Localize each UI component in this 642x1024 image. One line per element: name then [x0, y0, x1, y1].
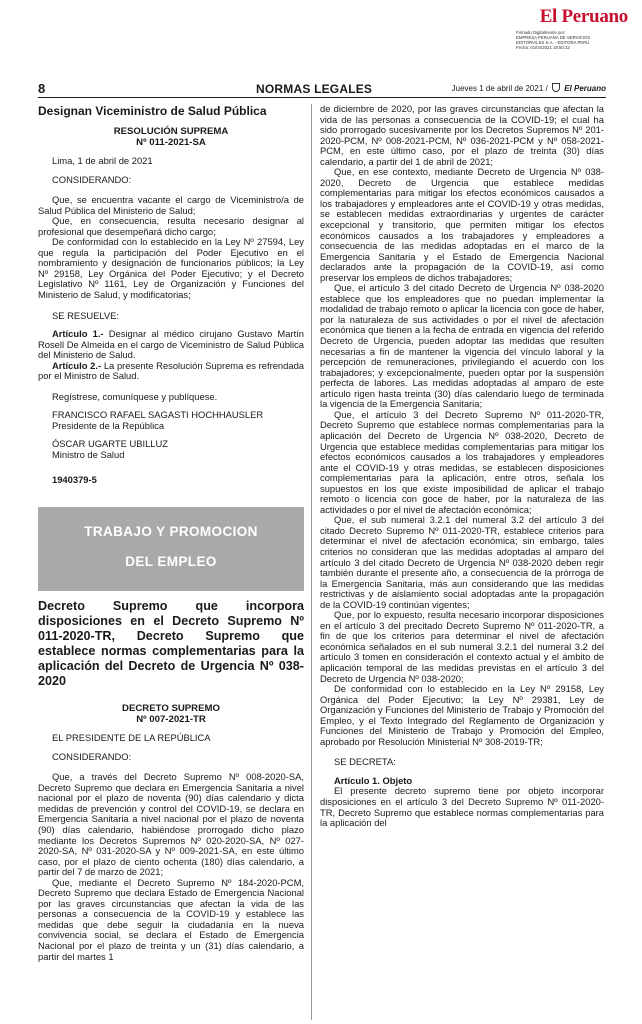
brand-block [516, 6, 628, 50]
sign-line: EDITORIALES S.A. - EDITORA PERU [516, 40, 590, 45]
resolution-title: RESOLUCIÓN SUPREMA [113, 126, 229, 137]
signatory-name: ÓSCAR UGARTE UBILLUZ [52, 438, 168, 450]
paragraph: Que, en consecuencia, resulta necesario designar al profesional que desempeñará dicho cargo; [38, 215, 304, 237]
paragraph: Que, el artículo 3 del citado Decreto de Urgencia Nº 038-2020 establece que los empleadores que no puedan implementar la modalidad de trabajo remoto o aplicar la licencia con goce de haber, por la naturaleza de sus actividades o por el nivel de afectación económica que tienen a la fecha de entrada en vigencia del referido Decreto de Urgencia, pueden adoptar las medidas que resulten necesarias a fin de mantener la vigencia del vínculo laboral y la percepción de remuneraciones, privilegiando el acuerdo con los trabajadores; y excepcionalmente, pueden optar por la suspensión perfecta de labores. Las medidas adoptadas al amparo de este artículo rigen hasta treinta (30) días calendario luego de terminada la vigencia de la Emergencia Sanitaria; [320, 282, 604, 410]
sector-band [38, 507, 304, 591]
page-header [38, 80, 606, 98]
article-text: Designar al médico cirujano Gustavo Martín Rosell De Almeida en el cargo de Viceministro de Salud Pública del Ministerio de Salud. [38, 328, 304, 361]
se-decreta-heading: SE DECRETA: [334, 756, 396, 768]
sign-line: EMPRESA PERUANA DE SERVICIOS [516, 35, 591, 40]
president-heading: EL PRESIDENTE DE LA REPÚBLICA [52, 732, 211, 744]
article-text: La presente Resolución Suprema es refrendada por el Ministro de Salud. [38, 359, 304, 382]
paragraph: Que, por lo expuesto, resulta necesario incorporar disposiciones en el artículo 3 del precitado Decreto Supremo Nº 011-2020-TR, a fin de que los criterios para determinar el nivel de afectación económica señalados en el sub numeral 3.2.1 del numeral 3.2 del artículo 3 tomen en consideración el contexto actual y el ámbito de aplicación temporal de las medidas previstas en el artículo 3 del Decreto de Urgencia Nº 038-2020; [320, 609, 604, 684]
right-column [320, 104, 604, 1022]
decree-headline: Decreto Supremo que incorpora disposiciones en el Decreto Supremo Nº 011-2020-TR, Decreto Supremo que establece normas complementarias para la aplicación del Decreto de Urgencia Nº 038-2020 [38, 599, 304, 689]
signatory-role: Presidente de la República [52, 419, 165, 431]
paragraph: Que, a través del Decreto Supremo Nº 008-2020-SA, Decreto Supremo que declara en Emergencia Sanitaria a nivel nacional por el plazo de noventa (90) días calendario y dicta medidas de prevención y control del COVID-19, se declara en Emergencia Sanitaria a nivel nacional por el plazo de noventa (90) días calendario, habiéndose prorrogado dicho plazo mediante los Decretos Supremos Nº 020-2020-SA, Nº 027-2020-SA, Nº 031-2020-SA y Nº 009-2021-SA, en este último caso, por el plazo de ciento ochenta (180) días calendario, a partir del 7 de marzo de 2021; [38, 771, 304, 878]
reference-number: 1940379-5 [52, 473, 97, 485]
sign-line: Firmado Digitalmente por: [516, 30, 566, 35]
left-column [38, 104, 304, 1022]
article-heading: Artículo 1. Objeto [334, 774, 413, 786]
signatory-name: FRANCISCO RAFAEL SAGASTI HOCHHAUSLER [52, 409, 264, 421]
se-resuelve-heading: SE RESUELVE: [52, 309, 120, 321]
sector-band-line: TRABAJO Y PROMOCION [84, 524, 258, 540]
place-date: Lima, 1 de abril de 2021 [52, 155, 153, 166]
coat-of-arms-icon [552, 83, 560, 92]
decree-title: DECRETO SUPREMO [122, 703, 220, 715]
paragraph: De conformidad con lo establecido en la Ley Nº 29158, Ley Orgánica del Poder Ejecutivo; la Ley Nº 29381, Ley de Organización y Funciones del Ministerio de Trabajo y Promoción del Empleo, y el Texto Integrado del Reglamento de Organización y Funciones del Ministerio de Trabajo y Promoción del Empleo, aprobado por Resolución Ministerial Nº 308-2019-TR; [320, 683, 604, 747]
paragraph: Que, en ese contexto, mediante Decreto de Urgencia Nº 038-2020, Decreto de Urgencia que establece medidas complementarias para mitigar los efectos económicos causados a los trabajadores y empleadores ante el COVID-19 y otras medidas, se establecen medidas extraordinarias y urgentes de carácter excepcional y transitorio, que permiten mitigar los efectos económicos causados a los trabajadores y empleadores a consecuencia de las medidas adoptadas en el marco de la Emergencia Sanitaria y el Estado de Emergencia Nacional declarados ante la propagación de la COVID-19, así como preservar los empleos de dichos trabajadores; [320, 166, 604, 283]
header-brand: El Peruano [564, 84, 606, 93]
resolution-number: Nº 011-2021-SA [136, 137, 206, 148]
considerando-heading: CONSIDERANDO: [52, 750, 132, 762]
section-title: NORMAS LEGALES [256, 82, 373, 96]
column-divider [311, 104, 312, 1020]
el-peruano-logo: El Peruano [539, 6, 628, 27]
paragraph: de diciembre de 2020, por las graves circunstancias que afectan la vida de las personas a consecuencia de la COVID-19; el cual ha sido prorrogado sucesivamente por los Decretos Supremos Nº 201-2020-PCM, Nº 008-2021-PCM, Nº 036-2021-PCM y Nº 058-2021-PCM, en este último caso, por el plazo de treinta (30) días calendario, a partir del 1 de abril de 2021; [320, 104, 604, 167]
article-label: Artículo 2.- [52, 359, 102, 371]
header-date [452, 83, 606, 93]
paragraph: Que, el sub numeral 3.2.1 del numeral 3.2 del artículo 3 del citado Decreto Supremo Nº 011-2020-TR, establece criterios para determinar el nivel de afectación económica; sin embargo, tales criterios no consideran que las medidas adoptadas al amparo del artículo 3 del citado Decreto de Urgencia Nº 038-2020 deben regir también durante el presente año, a consecuencia de la prórroga de la Emergencia Sanitaria, más aun considerando que las medidas restrictivas y de aislamiento social adoptadas ante la propagación de la COVID-19 continúan vigentes; [320, 514, 604, 610]
sign-line: Fecha: 01/04/2021 18:50:32 [516, 45, 570, 50]
article-2 [38, 361, 304, 382]
page-number: 8 [38, 81, 46, 96]
considerando-heading: CONSIDERANDO: [52, 173, 132, 185]
article-label: Artículo 1.- [52, 328, 104, 340]
paragraph: De conformidad con lo establecido en la Ley Nº 27594, Ley que regula la participación del Poder Ejecutivo en el nombramiento y designación de funcionarios públicos; la Ley Nº 29158, Ley Orgánica del Poder Ejecutivo; y el Decreto Legislativo Nº 1161, Ley de Organización y Funciones del Ministerio de Salud, y modificatorias; [38, 236, 304, 301]
article-1 [38, 329, 304, 361]
decree-number: Nº 007-2021-TR [136, 714, 206, 726]
digital-signature [516, 30, 628, 50]
paragraph: Que, se encuentra vacante el cargo de Viceministro/a de Salud Pública del Ministerio de Salud; [38, 194, 304, 216]
closing-formula: Regístrese, comuníquese y publíquese. [52, 390, 218, 402]
paragraph: Que, mediante el Decreto Supremo Nº 184-2020-PCM, Decreto Supremo que declara Estado de Emergencia Nacional por las graves circunstancias que afectan la vida de las personas a consecuencia de la COVID-19 y establece las medidas que debe seguir la ciudadanía en la nueva convivencia social, se declara el Estado de Emergencia Nacional por el plazo de treinta y un (31) días calendario, a partir del martes 1 [38, 876, 304, 962]
header-date-text: Jueves 1 de abril de 2021 / [451, 84, 548, 93]
paragraph: El presente decreto supremo tiene por objeto incorporar disposiciones en el artículo 3 del Decreto Supremo Nº 011-2020-TR, Decreto Supremo que establece normas complementarias para la aplicación del [320, 785, 604, 829]
sector-band-line: DEL EMPLEO [125, 554, 217, 570]
paragraph: Que, el artículo 3 del Decreto Supremo Nº 011-2020-TR, Decreto Supremo que establece normas complementarias para la aplicación del Decreto de Urgencia Nº 038-2020, Decreto de Urgencia que establece medidas complementarias para mitigar los efectos económicos causados a los trabajadores y empleadores ante el COVID-19 y otras medidas, se establecen disposiciones complementarias para la aplicación, entre otros, señala los supuestos en los que existe imposibilidad de aplicar el trabajo remoto o licencia con goce de haber, por la naturaleza de las actividades o por el nivel de afectación económica; [320, 408, 604, 515]
signatory-role: Ministro de Salud [52, 449, 125, 461]
resolution-headline: Designan Viceministro de Salud Pública [38, 104, 267, 118]
